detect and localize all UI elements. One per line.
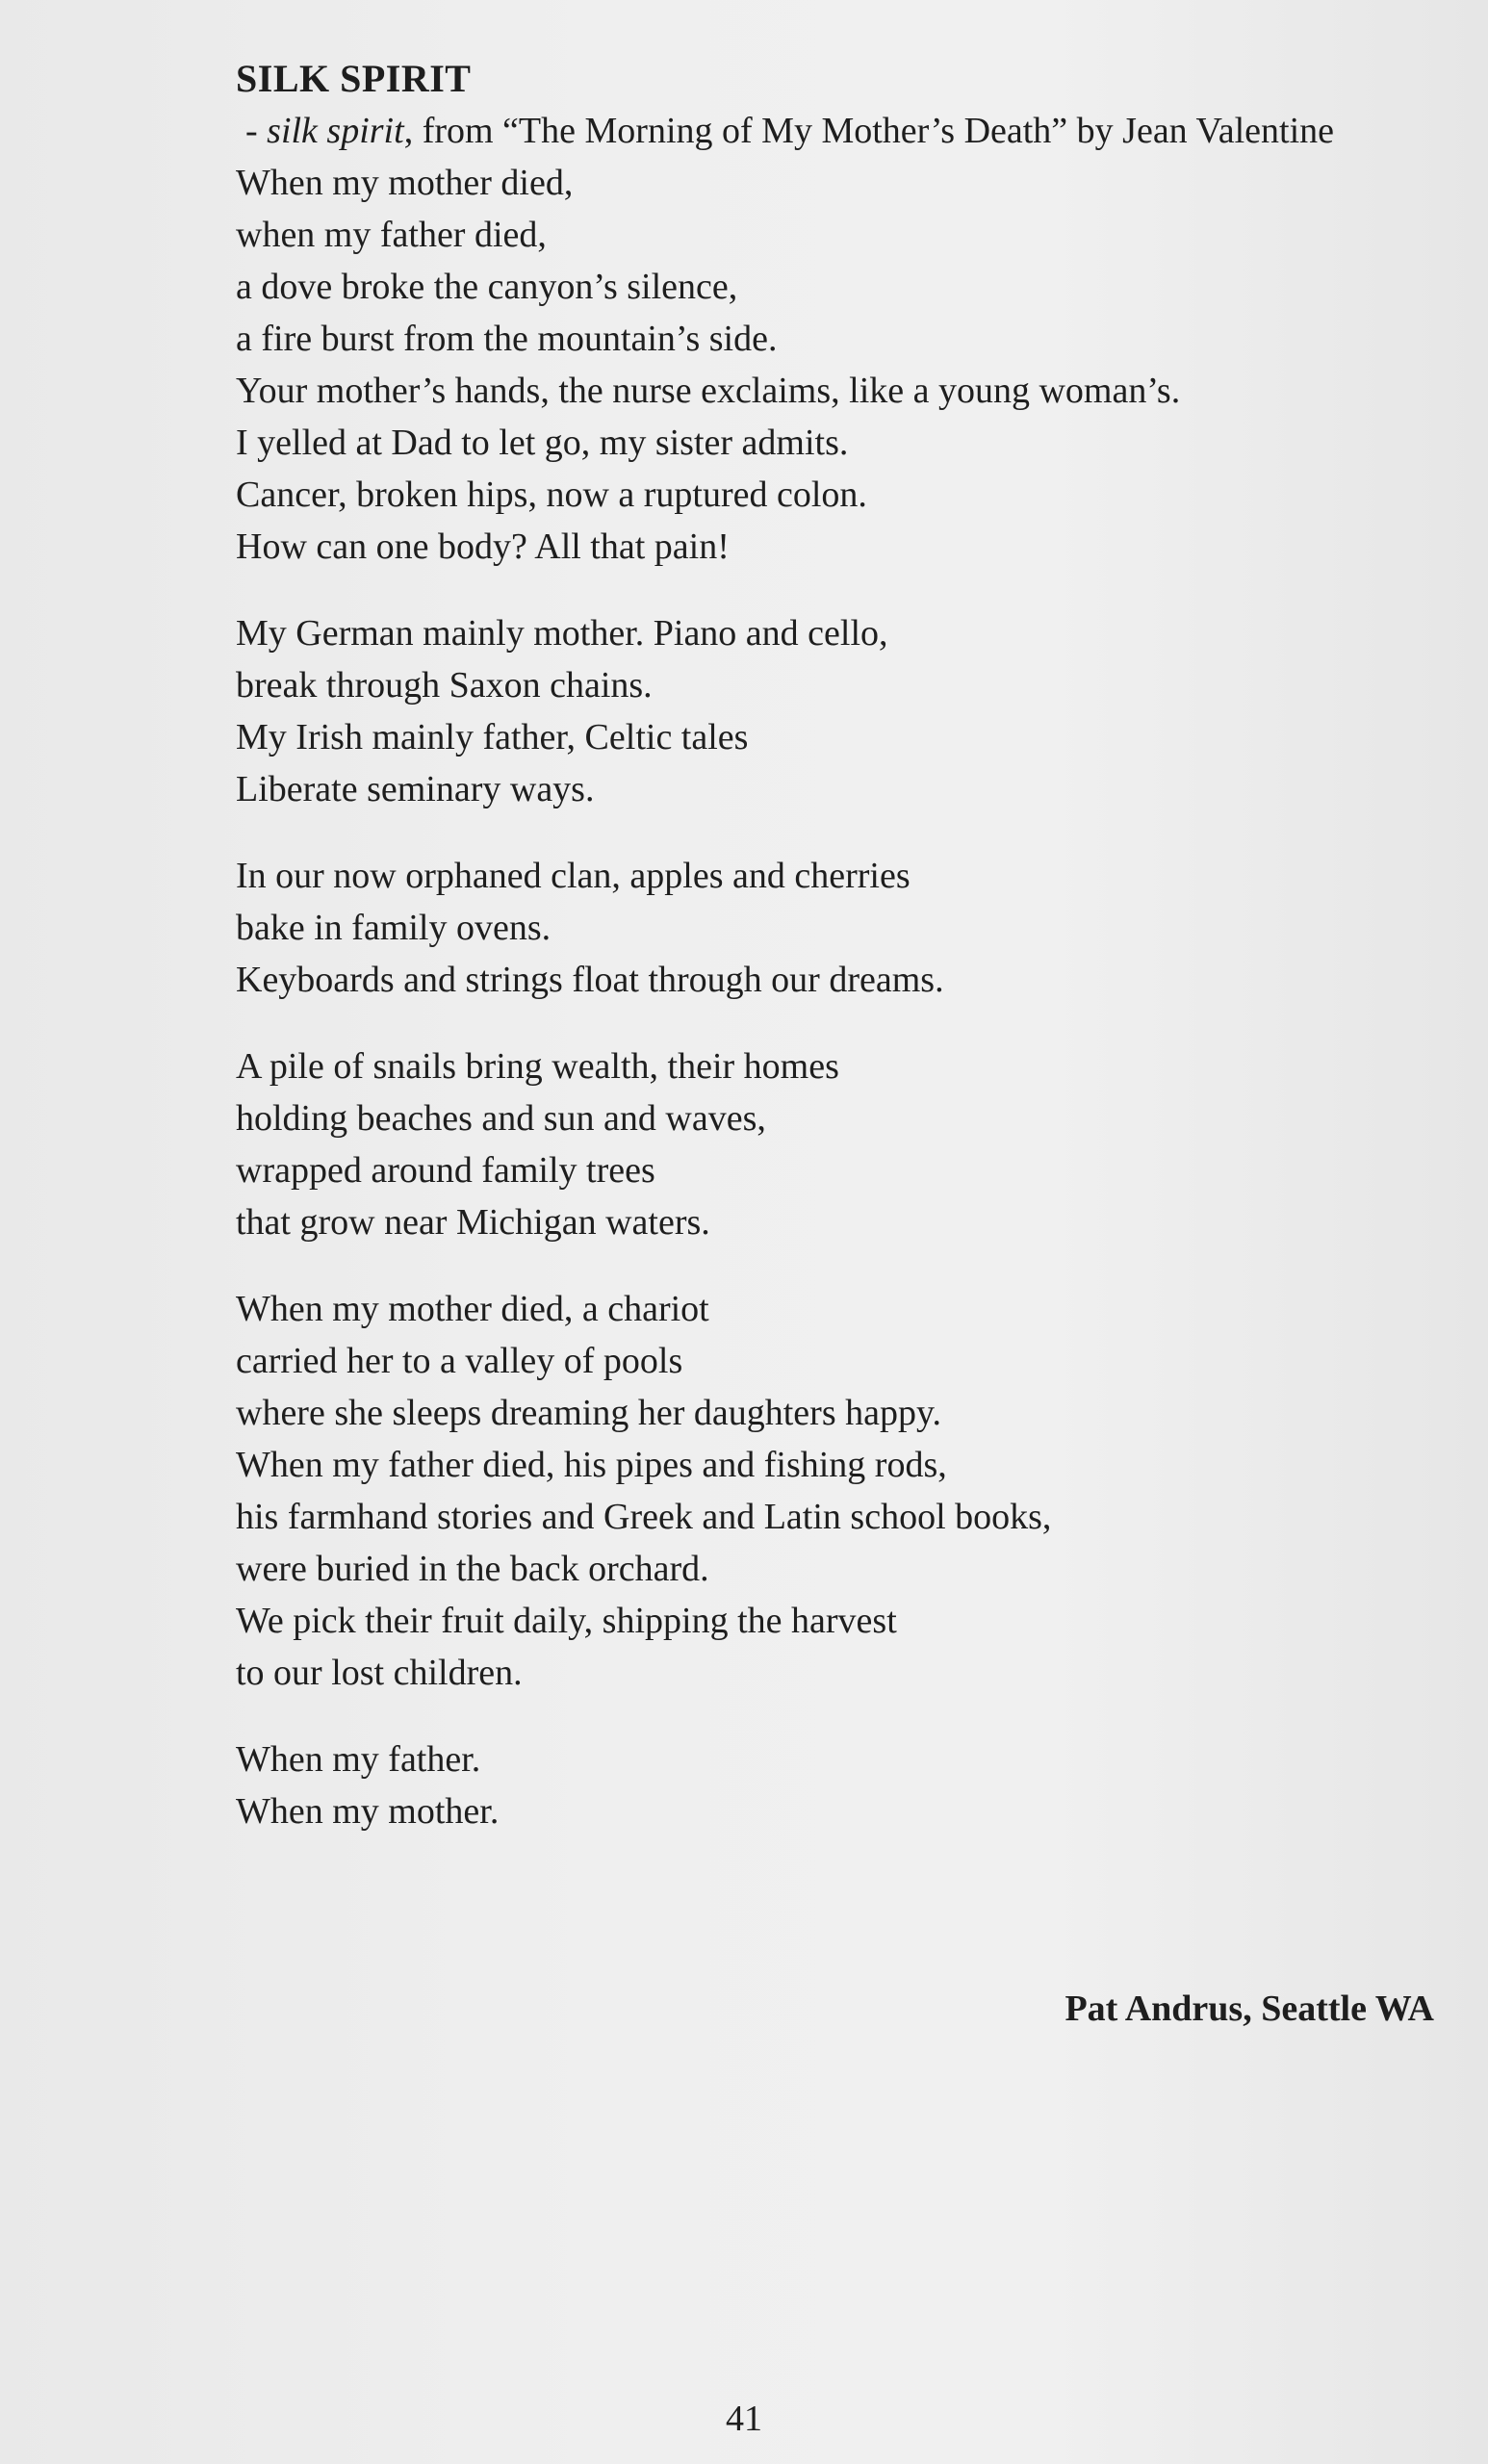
poem-body	[236, 53, 1439, 1837]
poem-line: When my father died, his pipes and fishing rods,	[236, 1445, 947, 1485]
poem-line: a fire burst from the mountain’s side.	[236, 319, 778, 359]
poem-stanzas	[236, 157, 1439, 1837]
stanza	[236, 157, 1439, 573]
poem-line: a dove broke the canyon’s silence,	[236, 267, 738, 307]
poem-line: where she sleeps dreaming her daughters happy.	[236, 1393, 942, 1433]
poem-line: that grow near Michigan waters.	[236, 1202, 710, 1243]
stanza	[236, 607, 1439, 815]
poem-line: break through Saxon chains.	[236, 665, 653, 706]
epigraph-source: , from “The Morning of My Mother’s Death” by Jean Valentine	[403, 111, 1334, 151]
poem-line: bake in family ovens.	[236, 908, 552, 948]
epigraph-italic: silk spirit	[267, 111, 404, 151]
poem-line: when my father died,	[236, 215, 547, 255]
stanza	[236, 1040, 1439, 1248]
poem-line: My German mainly mother. Piano and cello,	[236, 613, 888, 654]
stanza	[236, 1283, 1439, 1699]
poem-line: Liberate seminary ways.	[236, 769, 595, 809]
poem-line: to our lost children.	[236, 1653, 523, 1693]
poem-line: were buried in the back orchard.	[236, 1549, 709, 1589]
poem-line: My Irish mainly father, Celtic tales	[236, 717, 749, 757]
poem-line: When my father.	[236, 1739, 481, 1780]
poem-line: How can one body? All that pain!	[236, 526, 730, 567]
poem-epigraph	[236, 105, 1439, 157]
stanza	[236, 850, 1439, 1006]
author-signature: Pat Andrus, Seattle WA	[1065, 1989, 1434, 2029]
poem-line: carried her to a valley of pools	[236, 1341, 683, 1381]
poem-title: SILK SPIRIT	[236, 57, 472, 100]
poem-line: Cancer, broken hips, now a ruptured colon.	[236, 475, 867, 515]
stanza	[236, 1733, 1439, 1837]
poem-line: When my mother died,	[236, 163, 574, 203]
poem-line: When my mother died, a chariot	[236, 1289, 709, 1329]
poem-line: holding beaches and sun and waves,	[236, 1098, 766, 1139]
poem-line: We pick their fruit daily, shipping the harvest	[236, 1601, 897, 1641]
poem-line: Keyboards and strings float through our dreams.	[236, 960, 944, 1000]
poem-line: wrapped around family trees	[236, 1150, 655, 1191]
epigraph-prefix: -	[245, 111, 268, 151]
poem-line: When my mother.	[236, 1791, 500, 1832]
poem-line: In our now orphaned clan, apples and cherries	[236, 856, 911, 896]
poem-line: I yelled at Dad to let go, my sister admits.	[236, 423, 849, 463]
poem-line: A pile of snails bring wealth, their homes	[236, 1046, 839, 1087]
poem-line: his farmhand stories and Greek and Latin school books,	[236, 1497, 1052, 1537]
page-number: 41	[726, 2399, 762, 2439]
poem-line: Your mother’s hands, the nurse exclaims, like a young woman’s.	[236, 371, 1181, 411]
